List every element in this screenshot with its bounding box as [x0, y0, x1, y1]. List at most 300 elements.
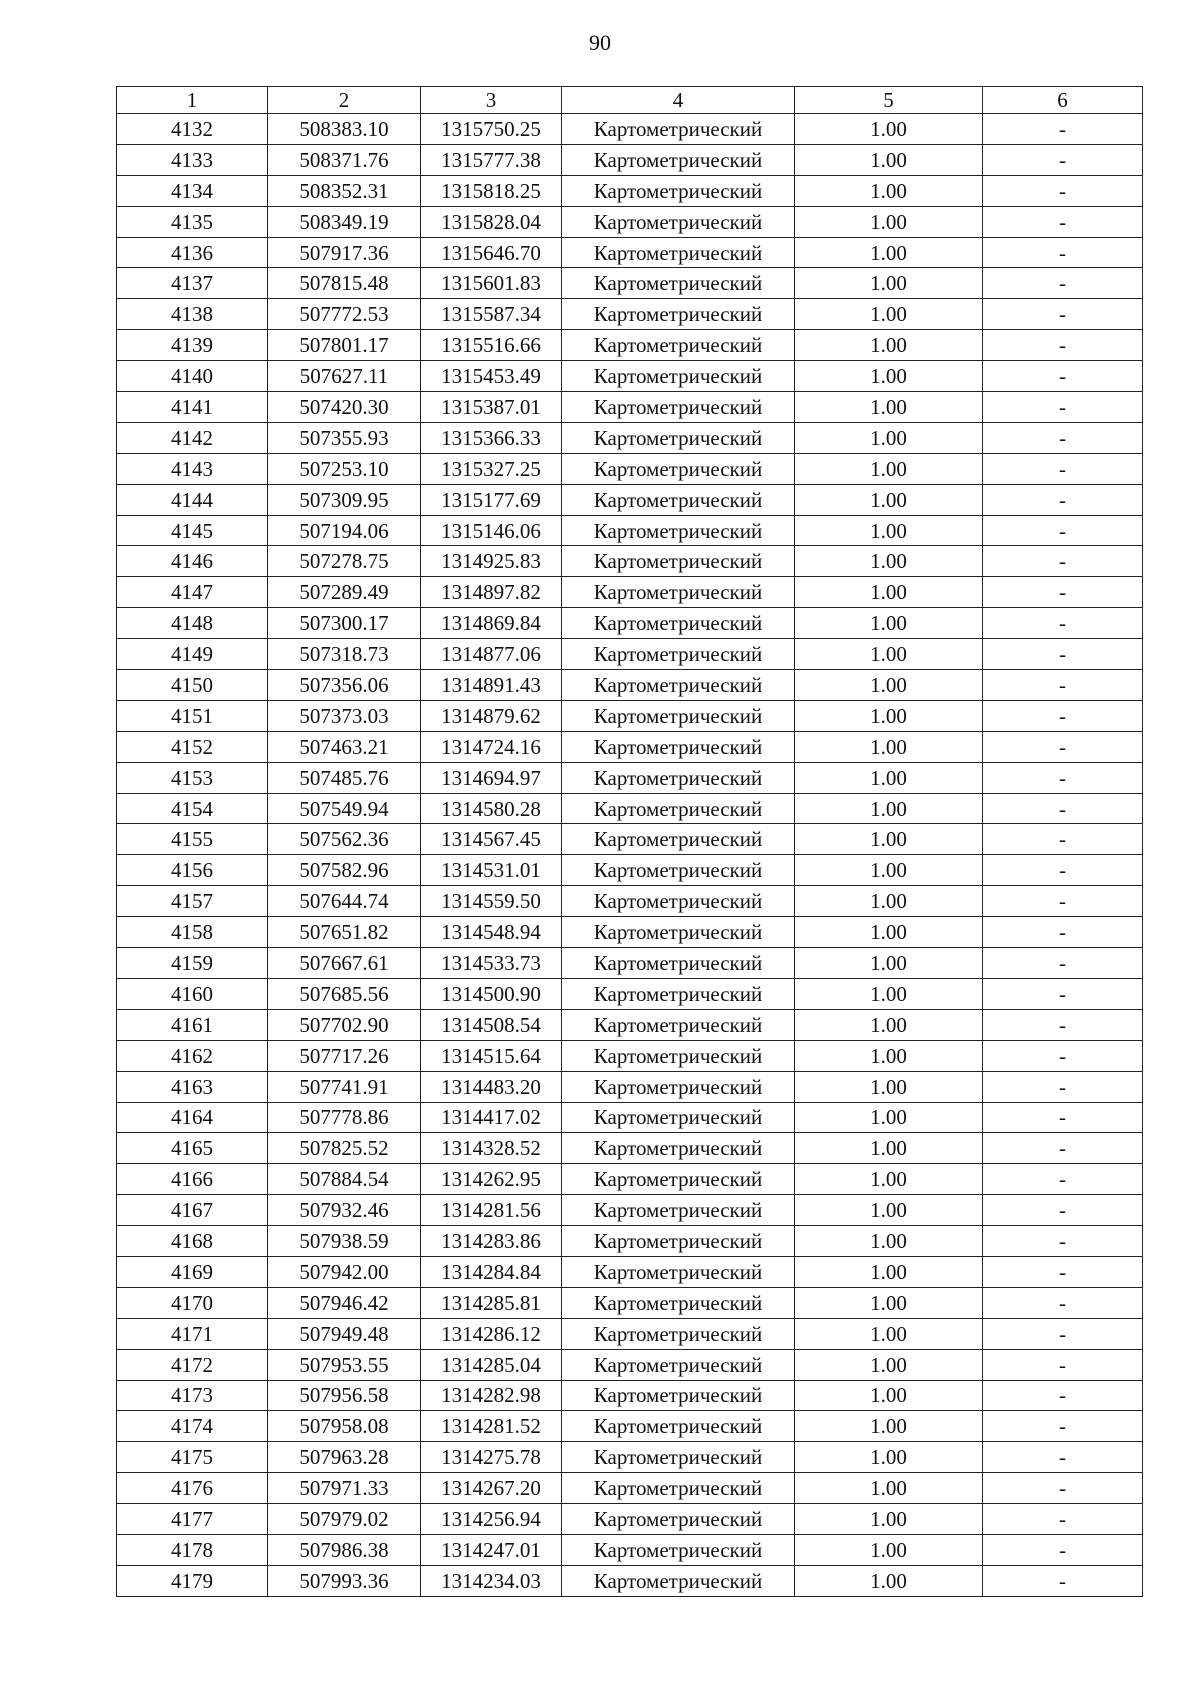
y-coordinate-cell: 1315777.38 — [421, 144, 562, 175]
x-coordinate-cell: 507917.36 — [268, 237, 421, 268]
description-cell: - — [983, 1411, 1143, 1442]
accuracy-cell: 1.00 — [795, 639, 983, 670]
method-cell: Картометрический — [562, 237, 795, 268]
point-number-cell: 4159 — [117, 948, 268, 979]
x-coordinate-cell: 507300.17 — [268, 608, 421, 639]
accuracy-cell: 1.00 — [795, 1504, 983, 1535]
y-coordinate-cell: 1314417.02 — [421, 1102, 562, 1133]
x-coordinate-cell: 507825.52 — [268, 1133, 421, 1164]
table-row — [117, 206, 1143, 237]
point-number-cell: 4157 — [117, 886, 268, 917]
accuracy-cell: 1.00 — [795, 1102, 983, 1133]
accuracy-cell: 1.00 — [795, 824, 983, 855]
point-number-cell: 4154 — [117, 793, 268, 824]
point-number-cell: 4165 — [117, 1133, 268, 1164]
point-number-cell: 4149 — [117, 639, 268, 670]
x-coordinate-cell: 507373.03 — [268, 700, 421, 731]
description-cell: - — [983, 484, 1143, 515]
x-coordinate-cell: 507194.06 — [268, 515, 421, 546]
description-cell: - — [983, 144, 1143, 175]
table-row — [117, 1442, 1143, 1473]
table-row — [117, 639, 1143, 670]
point-number-cell: 4151 — [117, 700, 268, 731]
x-coordinate-cell: 507309.95 — [268, 484, 421, 515]
method-cell: Картометрический — [562, 855, 795, 886]
x-coordinate-cell: 507318.73 — [268, 639, 421, 670]
description-cell: - — [983, 299, 1143, 330]
point-number-cell: 4147 — [117, 577, 268, 608]
y-coordinate-cell: 1315601.83 — [421, 268, 562, 299]
y-coordinate-cell: 1314283.86 — [421, 1226, 562, 1257]
method-cell: Картометрический — [562, 114, 795, 145]
coordinates-table — [116, 86, 1143, 1597]
description-cell: - — [983, 1380, 1143, 1411]
column-header-5: 5 — [795, 87, 983, 114]
point-number-cell: 4158 — [117, 917, 268, 948]
y-coordinate-cell: 1314234.03 — [421, 1565, 562, 1596]
x-coordinate-cell: 507986.38 — [268, 1534, 421, 1565]
description-cell: - — [983, 1504, 1143, 1535]
y-coordinate-cell: 1314891.43 — [421, 670, 562, 701]
method-cell: Картометрический — [562, 917, 795, 948]
x-coordinate-cell: 507702.90 — [268, 1009, 421, 1040]
y-coordinate-cell: 1314275.78 — [421, 1442, 562, 1473]
description-cell: - — [983, 114, 1143, 145]
y-coordinate-cell: 1314580.28 — [421, 793, 562, 824]
x-coordinate-cell: 507884.54 — [268, 1164, 421, 1195]
accuracy-cell: 1.00 — [795, 361, 983, 392]
description-cell: - — [983, 948, 1143, 979]
x-coordinate-cell: 507946.42 — [268, 1287, 421, 1318]
y-coordinate-cell: 1314567.45 — [421, 824, 562, 855]
description-cell: - — [983, 268, 1143, 299]
accuracy-cell: 1.00 — [795, 268, 983, 299]
table-row — [117, 1380, 1143, 1411]
y-coordinate-cell: 1314897.82 — [421, 577, 562, 608]
point-number-cell: 4141 — [117, 392, 268, 423]
point-number-cell: 4168 — [117, 1226, 268, 1257]
description-cell: - — [983, 1287, 1143, 1318]
accuracy-cell: 1.00 — [795, 1380, 983, 1411]
table-row — [117, 1102, 1143, 1133]
x-coordinate-cell: 507644.74 — [268, 886, 421, 917]
accuracy-cell: 1.00 — [795, 608, 983, 639]
column-header-6: 6 — [983, 87, 1143, 114]
table-row — [117, 1256, 1143, 1287]
method-cell: Картометрический — [562, 1504, 795, 1535]
method-cell: Картометрический — [562, 1287, 795, 1318]
description-cell: - — [983, 453, 1143, 484]
y-coordinate-cell: 1315750.25 — [421, 114, 562, 145]
table-row — [117, 793, 1143, 824]
method-cell: Картометрический — [562, 206, 795, 237]
point-number-cell: 4139 — [117, 330, 268, 361]
table-row — [117, 978, 1143, 1009]
point-number-cell: 4177 — [117, 1504, 268, 1535]
accuracy-cell: 1.00 — [795, 330, 983, 361]
table-row — [117, 670, 1143, 701]
description-cell: - — [983, 330, 1143, 361]
point-number-cell: 4178 — [117, 1534, 268, 1565]
table-body — [117, 114, 1143, 1597]
header-row — [117, 87, 1143, 114]
accuracy-cell: 1.00 — [795, 546, 983, 577]
point-number-cell: 4146 — [117, 546, 268, 577]
y-coordinate-cell: 1314282.98 — [421, 1380, 562, 1411]
point-number-cell: 4179 — [117, 1565, 268, 1596]
table-row — [117, 484, 1143, 515]
y-coordinate-cell: 1314256.94 — [421, 1504, 562, 1535]
method-cell: Картометрический — [562, 608, 795, 639]
y-coordinate-cell: 1314247.01 — [421, 1534, 562, 1565]
accuracy-cell: 1.00 — [795, 392, 983, 423]
x-coordinate-cell: 507717.26 — [268, 1040, 421, 1071]
description-cell: - — [983, 608, 1143, 639]
description-cell: - — [983, 1195, 1143, 1226]
method-cell: Картометрический — [562, 361, 795, 392]
x-coordinate-cell: 507993.36 — [268, 1565, 421, 1596]
description-cell: - — [983, 515, 1143, 546]
method-cell: Картометрический — [562, 330, 795, 361]
x-coordinate-cell: 507463.21 — [268, 731, 421, 762]
description-cell: - — [983, 917, 1143, 948]
table-row — [117, 855, 1143, 886]
description-cell: - — [983, 670, 1143, 701]
point-number-cell: 4170 — [117, 1287, 268, 1318]
method-cell: Картометрический — [562, 762, 795, 793]
method-cell: Картометрический — [562, 422, 795, 453]
accuracy-cell: 1.00 — [795, 1318, 983, 1349]
method-cell: Картометрический — [562, 1071, 795, 1102]
accuracy-cell: 1.00 — [795, 114, 983, 145]
accuracy-cell: 1.00 — [795, 1349, 983, 1380]
accuracy-cell: 1.00 — [795, 886, 983, 917]
x-coordinate-cell: 507685.56 — [268, 978, 421, 1009]
table-row — [117, 886, 1143, 917]
accuracy-cell: 1.00 — [795, 144, 983, 175]
method-cell: Картометрический — [562, 886, 795, 917]
description-cell: - — [983, 1442, 1143, 1473]
y-coordinate-cell: 1314285.81 — [421, 1287, 562, 1318]
description-cell: - — [983, 237, 1143, 268]
y-coordinate-cell: 1314925.83 — [421, 546, 562, 577]
y-coordinate-cell: 1315366.33 — [421, 422, 562, 453]
accuracy-cell: 1.00 — [795, 206, 983, 237]
method-cell: Картометрический — [562, 515, 795, 546]
description-cell: - — [983, 639, 1143, 670]
y-coordinate-cell: 1315177.69 — [421, 484, 562, 515]
point-number-cell: 4156 — [117, 855, 268, 886]
accuracy-cell: 1.00 — [795, 670, 983, 701]
description-cell: - — [983, 1133, 1143, 1164]
x-coordinate-cell: 507958.08 — [268, 1411, 421, 1442]
x-coordinate-cell: 507741.91 — [268, 1071, 421, 1102]
point-number-cell: 4135 — [117, 206, 268, 237]
description-cell: - — [983, 546, 1143, 577]
point-number-cell: 4173 — [117, 1380, 268, 1411]
y-coordinate-cell: 1314500.90 — [421, 978, 562, 1009]
y-coordinate-cell: 1315828.04 — [421, 206, 562, 237]
description-cell: - — [983, 1473, 1143, 1504]
x-coordinate-cell: 507278.75 — [268, 546, 421, 577]
table-row — [117, 948, 1143, 979]
description-cell: - — [983, 577, 1143, 608]
method-cell: Картометрический — [562, 1164, 795, 1195]
description-cell: - — [983, 392, 1143, 423]
point-number-cell: 4145 — [117, 515, 268, 546]
y-coordinate-cell: 1314877.06 — [421, 639, 562, 670]
point-number-cell: 4169 — [117, 1256, 268, 1287]
method-cell: Картометрический — [562, 824, 795, 855]
x-coordinate-cell: 507627.11 — [268, 361, 421, 392]
description-cell: - — [983, 793, 1143, 824]
description-cell: - — [983, 1256, 1143, 1287]
accuracy-cell: 1.00 — [795, 978, 983, 1009]
accuracy-cell: 1.00 — [795, 1071, 983, 1102]
x-coordinate-cell: 507485.76 — [268, 762, 421, 793]
y-coordinate-cell: 1315646.70 — [421, 237, 562, 268]
method-cell: Картометрический — [562, 1442, 795, 1473]
y-coordinate-cell: 1314548.94 — [421, 917, 562, 948]
description-cell: - — [983, 1534, 1143, 1565]
method-cell: Картометрический — [562, 1534, 795, 1565]
x-coordinate-cell: 508383.10 — [268, 114, 421, 145]
method-cell: Картометрический — [562, 1349, 795, 1380]
method-cell: Картометрический — [562, 175, 795, 206]
method-cell: Картометрический — [562, 577, 795, 608]
x-coordinate-cell: 507979.02 — [268, 1504, 421, 1535]
method-cell: Картометрический — [562, 268, 795, 299]
accuracy-cell: 1.00 — [795, 577, 983, 608]
accuracy-cell: 1.00 — [795, 1565, 983, 1596]
description-cell: - — [983, 422, 1143, 453]
point-number-cell: 4153 — [117, 762, 268, 793]
method-cell: Картометрический — [562, 1380, 795, 1411]
method-cell: Картометрический — [562, 484, 795, 515]
x-coordinate-cell: 508371.76 — [268, 144, 421, 175]
x-coordinate-cell: 507355.93 — [268, 422, 421, 453]
y-coordinate-cell: 1315818.25 — [421, 175, 562, 206]
table-row — [117, 608, 1143, 639]
x-coordinate-cell: 507956.58 — [268, 1380, 421, 1411]
method-cell: Картометрический — [562, 639, 795, 670]
point-number-cell: 4140 — [117, 361, 268, 392]
accuracy-cell: 1.00 — [795, 1009, 983, 1040]
table-row — [117, 175, 1143, 206]
x-coordinate-cell: 508352.31 — [268, 175, 421, 206]
y-coordinate-cell: 1314531.01 — [421, 855, 562, 886]
table-row — [117, 577, 1143, 608]
method-cell: Картометрический — [562, 700, 795, 731]
x-coordinate-cell: 507778.86 — [268, 1102, 421, 1133]
description-cell: - — [983, 1226, 1143, 1257]
method-cell: Картометрический — [562, 1473, 795, 1504]
y-coordinate-cell: 1314533.73 — [421, 948, 562, 979]
table-row — [117, 453, 1143, 484]
point-number-cell: 4171 — [117, 1318, 268, 1349]
method-cell: Картометрический — [562, 670, 795, 701]
y-coordinate-cell: 1314694.97 — [421, 762, 562, 793]
method-cell: Картометрический — [562, 144, 795, 175]
x-coordinate-cell: 507420.30 — [268, 392, 421, 423]
point-number-cell: 4134 — [117, 175, 268, 206]
y-coordinate-cell: 1315146.06 — [421, 515, 562, 546]
y-coordinate-cell: 1314328.52 — [421, 1133, 562, 1164]
table-row — [117, 1071, 1143, 1102]
point-number-cell: 4133 — [117, 144, 268, 175]
y-coordinate-cell: 1314281.52 — [421, 1411, 562, 1442]
accuracy-cell: 1.00 — [795, 1473, 983, 1504]
point-number-cell: 4172 — [117, 1349, 268, 1380]
accuracy-cell: 1.00 — [795, 1133, 983, 1164]
x-coordinate-cell: 507971.33 — [268, 1473, 421, 1504]
y-coordinate-cell: 1314869.84 — [421, 608, 562, 639]
description-cell: - — [983, 1102, 1143, 1133]
table-row — [117, 731, 1143, 762]
point-number-cell: 4176 — [117, 1473, 268, 1504]
y-coordinate-cell: 1314515.64 — [421, 1040, 562, 1071]
table-row — [117, 1565, 1143, 1596]
description-cell: - — [983, 855, 1143, 886]
method-cell: Картометрический — [562, 1565, 795, 1596]
x-coordinate-cell: 507949.48 — [268, 1318, 421, 1349]
x-coordinate-cell: 507772.53 — [268, 299, 421, 330]
table-row — [117, 422, 1143, 453]
table-row — [117, 299, 1143, 330]
accuracy-cell: 1.00 — [795, 299, 983, 330]
table-row — [117, 392, 1143, 423]
point-number-cell: 4132 — [117, 114, 268, 145]
x-coordinate-cell: 507963.28 — [268, 1442, 421, 1473]
table-row — [117, 268, 1143, 299]
y-coordinate-cell: 1314285.04 — [421, 1349, 562, 1380]
x-coordinate-cell: 507942.00 — [268, 1256, 421, 1287]
accuracy-cell: 1.00 — [795, 1287, 983, 1318]
table-row — [117, 361, 1143, 392]
method-cell: Картометрический — [562, 978, 795, 1009]
description-cell: - — [983, 824, 1143, 855]
accuracy-cell: 1.00 — [795, 175, 983, 206]
table-row — [117, 824, 1143, 855]
accuracy-cell: 1.00 — [795, 917, 983, 948]
point-number-cell: 4138 — [117, 299, 268, 330]
accuracy-cell: 1.00 — [795, 453, 983, 484]
method-cell: Картометрический — [562, 948, 795, 979]
method-cell: Картометрический — [562, 1195, 795, 1226]
description-cell: - — [983, 762, 1143, 793]
accuracy-cell: 1.00 — [795, 1256, 983, 1287]
y-coordinate-cell: 1315327.25 — [421, 453, 562, 484]
y-coordinate-cell: 1314286.12 — [421, 1318, 562, 1349]
accuracy-cell: 1.00 — [795, 1534, 983, 1565]
point-number-cell: 4150 — [117, 670, 268, 701]
description-cell: - — [983, 700, 1143, 731]
description-cell: - — [983, 886, 1143, 917]
x-coordinate-cell: 507953.55 — [268, 1349, 421, 1380]
method-cell: Картометрический — [562, 793, 795, 824]
description-cell: - — [983, 1071, 1143, 1102]
description-cell: - — [983, 361, 1143, 392]
table-row — [117, 1164, 1143, 1195]
point-number-cell: 4160 — [117, 978, 268, 1009]
point-number-cell: 4162 — [117, 1040, 268, 1071]
table-row — [117, 515, 1143, 546]
x-coordinate-cell: 507651.82 — [268, 917, 421, 948]
y-coordinate-cell: 1314879.62 — [421, 700, 562, 731]
point-number-cell: 4166 — [117, 1164, 268, 1195]
method-cell: Картометрический — [562, 546, 795, 577]
table-row — [117, 1473, 1143, 1504]
point-number-cell: 4163 — [117, 1071, 268, 1102]
table-row — [117, 1318, 1143, 1349]
description-cell: - — [983, 175, 1143, 206]
description-cell: - — [983, 1349, 1143, 1380]
accuracy-cell: 1.00 — [795, 731, 983, 762]
x-coordinate-cell: 507549.94 — [268, 793, 421, 824]
x-coordinate-cell: 507289.49 — [268, 577, 421, 608]
point-number-cell: 4161 — [117, 1009, 268, 1040]
accuracy-cell: 1.00 — [795, 762, 983, 793]
table-row — [117, 237, 1143, 268]
table-row — [117, 1133, 1143, 1164]
description-cell: - — [983, 1164, 1143, 1195]
x-coordinate-cell: 507667.61 — [268, 948, 421, 979]
table-row — [117, 114, 1143, 145]
method-cell: Картометрический — [562, 1133, 795, 1164]
method-cell: Картометрический — [562, 453, 795, 484]
description-cell: - — [983, 1318, 1143, 1349]
description-cell: - — [983, 1009, 1143, 1040]
y-coordinate-cell: 1315387.01 — [421, 392, 562, 423]
accuracy-cell: 1.00 — [795, 1226, 983, 1257]
page-number: 90 — [589, 30, 611, 55]
column-header-1: 1 — [117, 87, 268, 114]
description-cell: - — [983, 978, 1143, 1009]
description-cell: - — [983, 1040, 1143, 1071]
column-header-4: 4 — [562, 87, 795, 114]
y-coordinate-cell: 1314284.84 — [421, 1256, 562, 1287]
point-number-cell: 4136 — [117, 237, 268, 268]
point-number-cell: 4144 — [117, 484, 268, 515]
table-row — [117, 1226, 1143, 1257]
table-row — [117, 1040, 1143, 1071]
table-row — [117, 1287, 1143, 1318]
method-cell: Картометрический — [562, 1411, 795, 1442]
table-row — [117, 1195, 1143, 1226]
table-row — [117, 1009, 1143, 1040]
column-header-3: 3 — [421, 87, 562, 114]
point-number-cell: 4175 — [117, 1442, 268, 1473]
method-cell: Картометрический — [562, 1256, 795, 1287]
table-row — [117, 700, 1143, 731]
accuracy-cell: 1.00 — [795, 515, 983, 546]
accuracy-cell: 1.00 — [795, 1411, 983, 1442]
point-number-cell: 4164 — [117, 1102, 268, 1133]
accuracy-cell: 1.00 — [795, 1195, 983, 1226]
table-row — [117, 546, 1143, 577]
x-coordinate-cell: 507562.36 — [268, 824, 421, 855]
accuracy-cell: 1.00 — [795, 1040, 983, 1071]
method-cell: Картометрический — [562, 299, 795, 330]
y-coordinate-cell: 1314262.95 — [421, 1164, 562, 1195]
point-number-cell: 4152 — [117, 731, 268, 762]
method-cell: Картометрический — [562, 1009, 795, 1040]
y-coordinate-cell: 1315516.66 — [421, 330, 562, 361]
x-coordinate-cell: 508349.19 — [268, 206, 421, 237]
accuracy-cell: 1.00 — [795, 855, 983, 886]
point-number-cell: 4155 — [117, 824, 268, 855]
point-number-cell: 4137 — [117, 268, 268, 299]
